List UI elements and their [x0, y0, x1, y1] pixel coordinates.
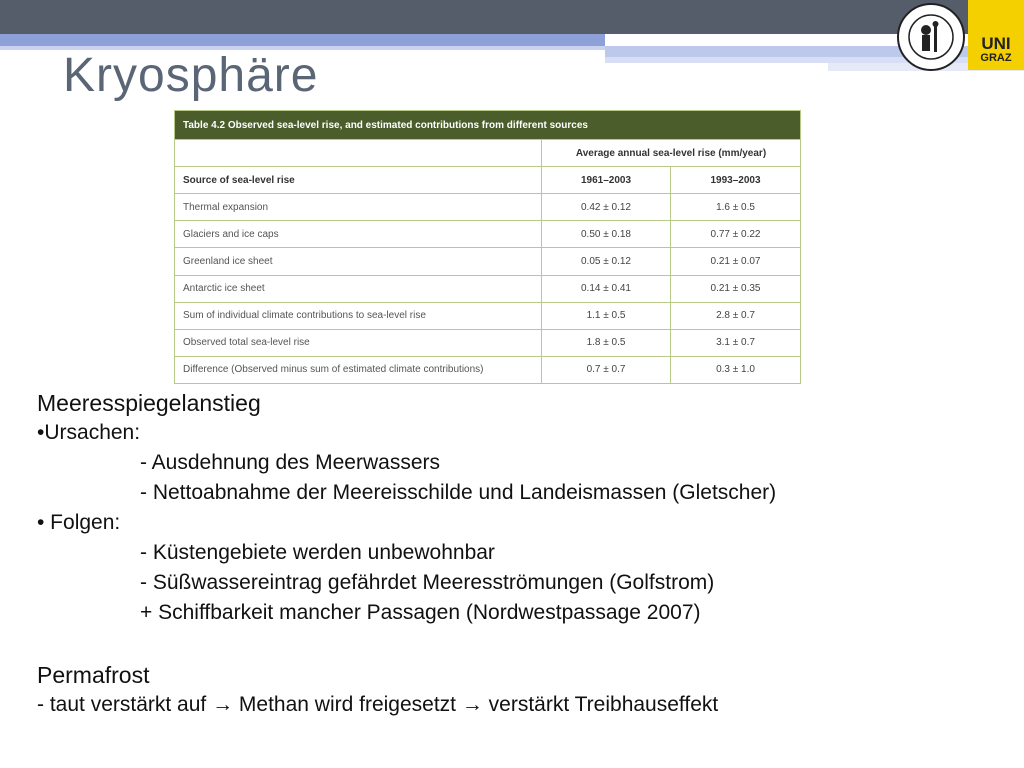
row-value-1961: 1.8 ± 0.5 [542, 329, 671, 356]
column-header-1993-2003: 1993–2003 [671, 167, 801, 194]
table-caption: Table 4.2 Observed sea-level rise, and estimated contributions from different sources [175, 111, 801, 140]
table-row [175, 221, 801, 248]
heading-permafrost: Permafrost [37, 662, 150, 688]
effects-label: • Folgen: [37, 511, 121, 534]
row-value-1993: 0.21 ± 0.07 [671, 248, 801, 275]
top-bar [0, 0, 1024, 34]
slide-title: Kryosphäre [63, 49, 319, 102]
row-source: Greenland ice sheet [175, 248, 542, 275]
row-source: Antarctic ice sheet [175, 275, 542, 302]
row-value-1993: 1.6 ± 0.5 [671, 194, 801, 221]
row-source: Sum of individual climate contributions to sea-level rise [175, 302, 542, 329]
row-value-1961: 1.1 ± 0.5 [542, 302, 671, 329]
row-value-1961: 0.7 ± 0.7 [542, 356, 671, 383]
permafrost-line: - taut verstärkt auf → Methan wird freigesetzt → verstärkt Treibhauseffekt [37, 693, 719, 716]
table-row [175, 248, 801, 275]
effect-item: - Süßwassereintrag gefährdet Meeresströmungen (Golfstrom) [140, 571, 715, 594]
header-stripe [0, 34, 605, 46]
spacer [37, 628, 776, 660]
uni-graz-logo [968, 0, 1024, 70]
table-row [175, 275, 801, 302]
effect-item: - Küstengebiete werden unbewohnbar [140, 541, 495, 564]
table-row [175, 329, 801, 356]
row-value-1993: 2.8 ± 0.7 [671, 302, 801, 329]
university-seal-icon [896, 2, 966, 72]
row-source: Thermal expansion [175, 194, 542, 221]
logo-line-uni: UNI [981, 34, 1011, 53]
row-source: Observed total sea-level rise [175, 329, 542, 356]
cause-item: - Ausdehnung des Meerwassers [140, 451, 440, 474]
row-value-1961: 0.14 ± 0.41 [542, 275, 671, 302]
row-value-1961: 0.05 ± 0.12 [542, 248, 671, 275]
row-source: Glaciers and ice caps [175, 221, 542, 248]
row-value-1993: 0.21 ± 0.35 [671, 275, 801, 302]
row-value-1993: 0.3 ± 1.0 [671, 356, 801, 383]
slide-body [37, 388, 776, 720]
table-row [175, 194, 801, 221]
column-header-1961-2003: 1961–2003 [542, 167, 671, 194]
column-header-source: Source of sea-level rise [175, 167, 542, 194]
row-value-1993: 3.1 ± 0.7 [671, 329, 801, 356]
causes-label: •Ursachen: [37, 421, 141, 444]
heading-sea-level-rise: Meeresspiegelanstieg [37, 390, 261, 416]
group-header: Average annual sea-level rise (mm/year) [542, 140, 801, 167]
row-value-1993: 0.77 ± 0.22 [671, 221, 801, 248]
sea-level-table [174, 110, 800, 384]
table-row [175, 302, 801, 329]
row-value-1961: 0.50 ± 0.18 [542, 221, 671, 248]
cause-item: - Nettoabnahme der Meereisschilde und Landeismassen (Gletscher) [140, 481, 777, 504]
row-value-1961: 0.42 ± 0.12 [542, 194, 671, 221]
effect-item: + Schiffbarkeit mancher Passagen (Nordwestpassage 2007) [140, 601, 701, 624]
row-source: Difference (Observed minus sum of estimated climate contributions) [175, 356, 542, 383]
empty-header-cell [175, 140, 542, 167]
logo-line-graz: GRAZ [980, 52, 1012, 64]
table-row [175, 356, 801, 383]
